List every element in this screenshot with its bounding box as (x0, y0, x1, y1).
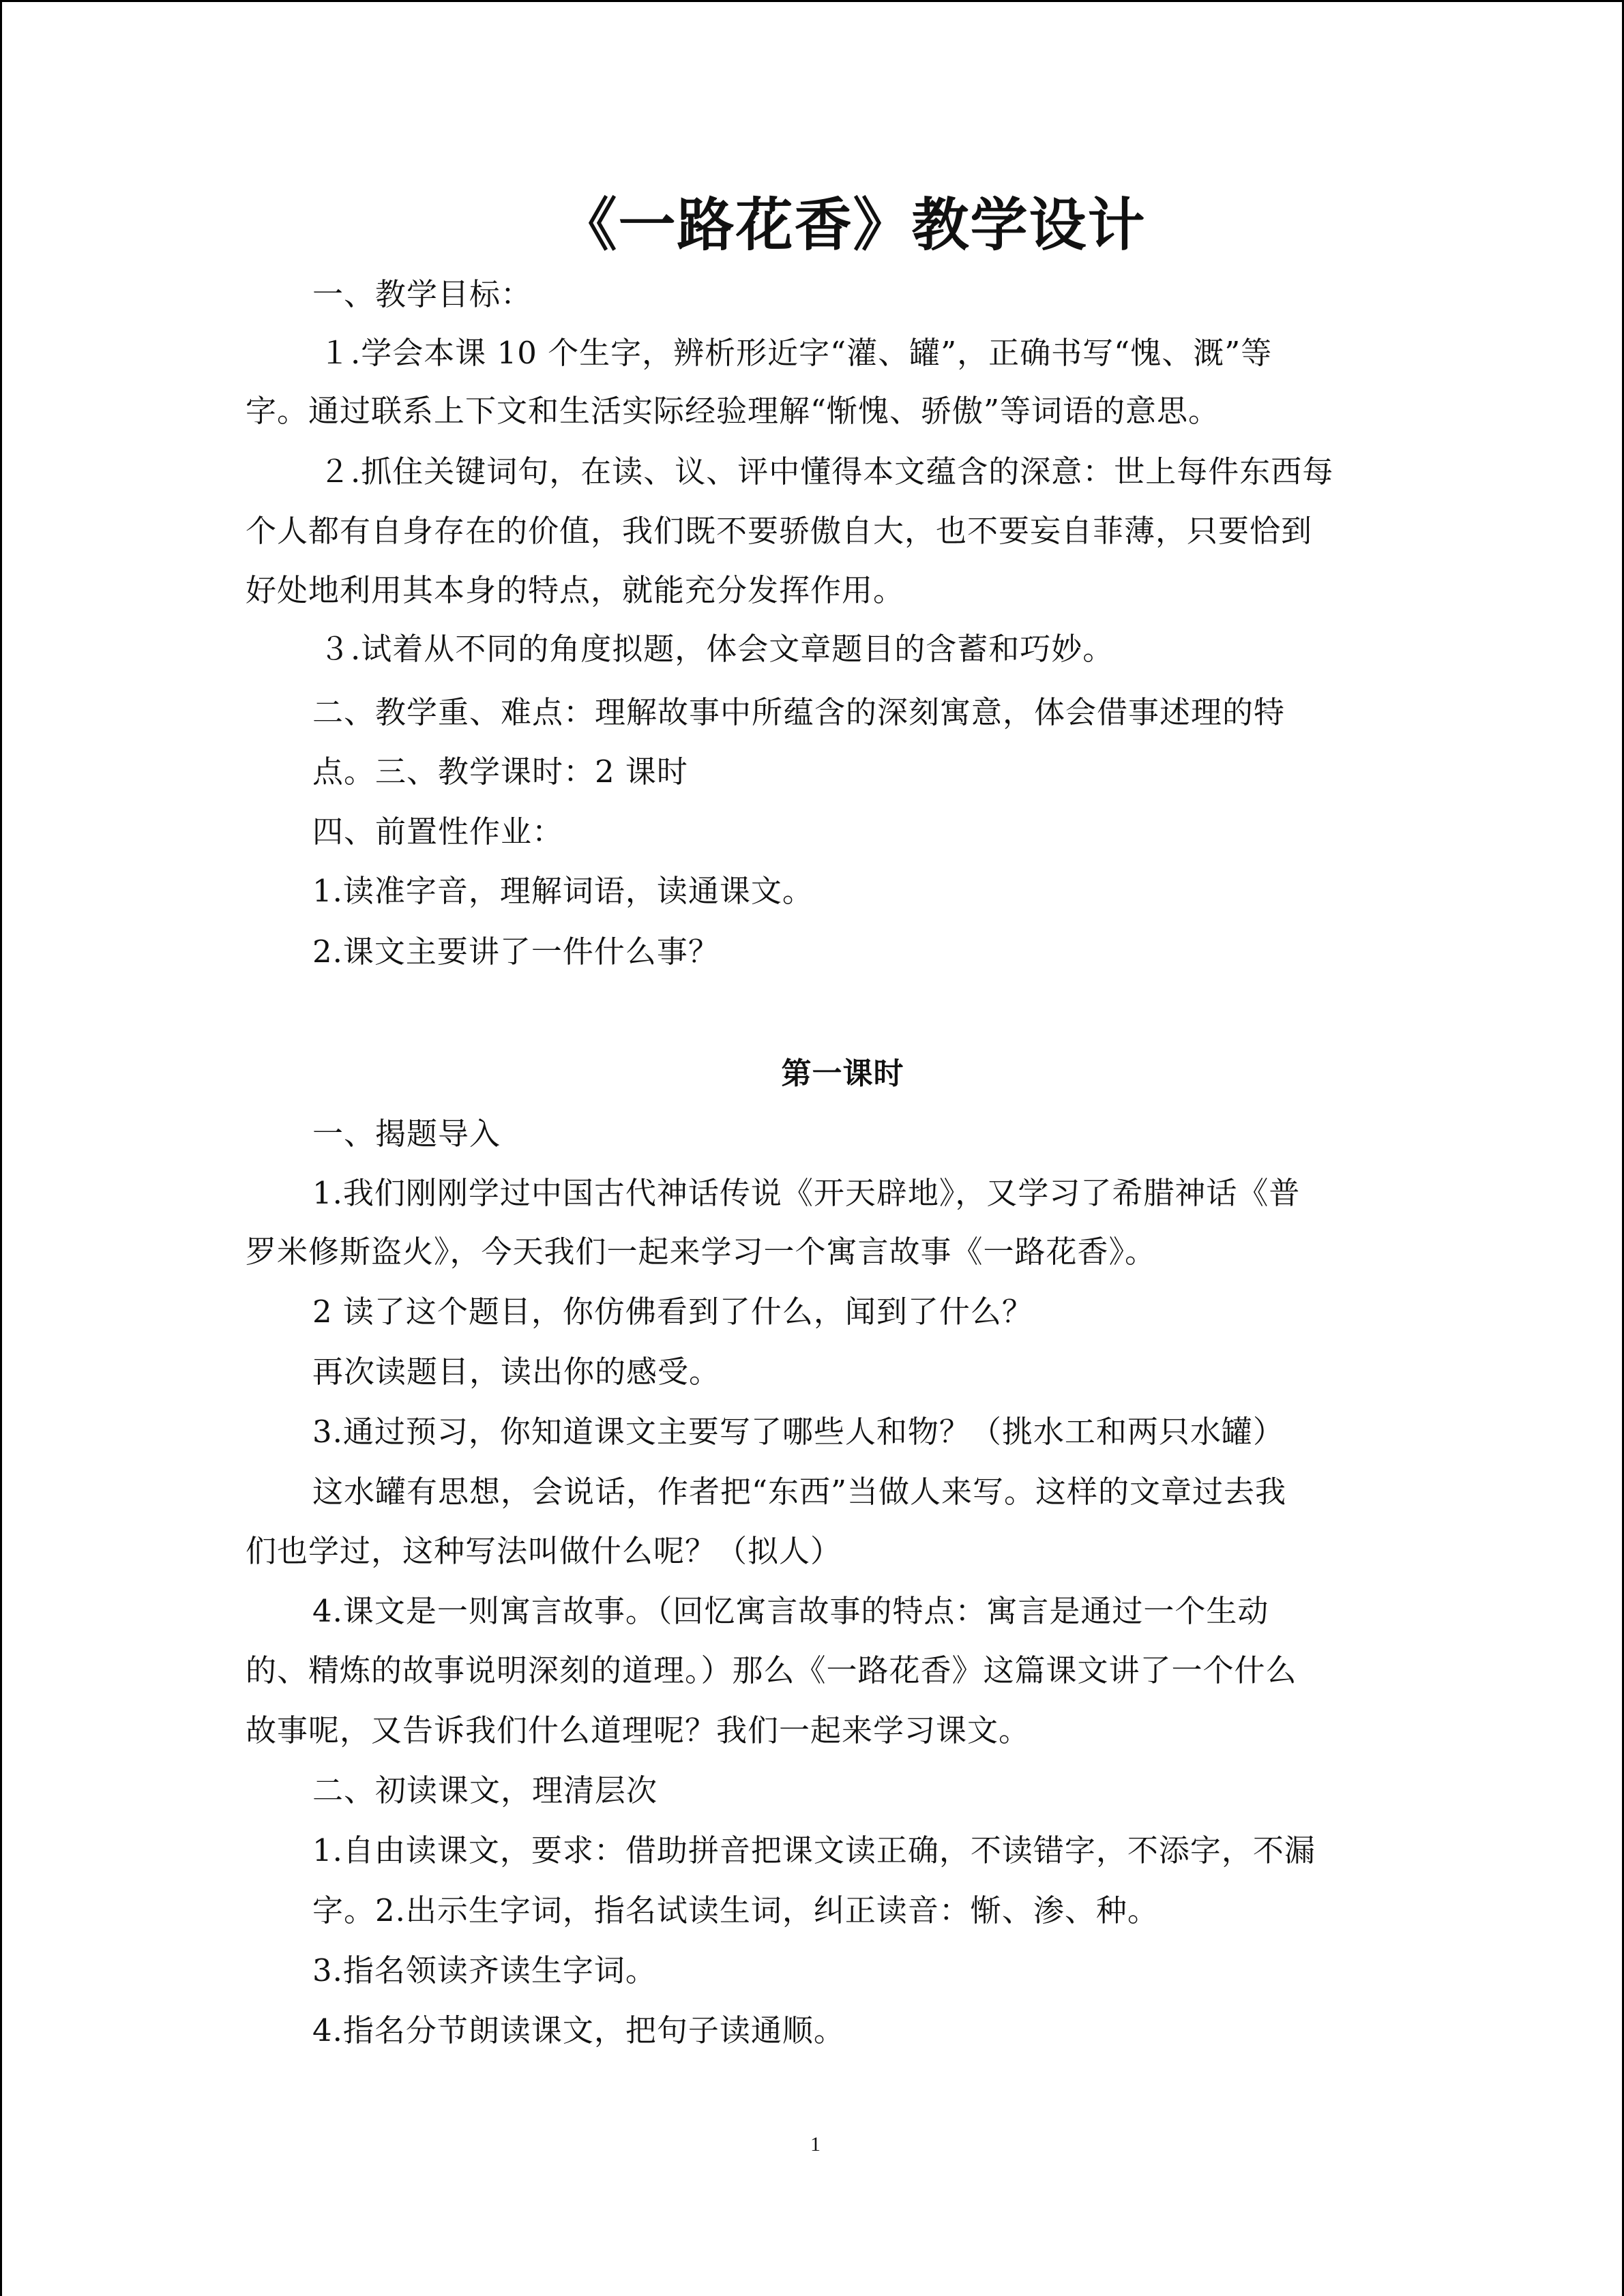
list-item: 2.课文主要讲了一件什么事？ (312, 934, 720, 970)
paragraph-line: 再次读题目，读出你的感受。 (312, 1354, 721, 1390)
paragraph-line: 3.通过预习，你知道课文主要写了哪些人和物？（挑水工和两只水罐） (312, 1414, 1284, 1450)
lesson-heading: 第一课时 (781, 1056, 904, 1091)
paragraph-line: 点。三、教学课时：2 课时 (312, 754, 688, 790)
paragraph-line: 们也学过，这种写法叫做什么呢？（拟人） (246, 1533, 842, 1569)
section-heading-intro: 一、揭题导入 (312, 1116, 501, 1152)
paragraph-line: ２.抓住关键词句，在读、议、评中懂得本文蕴含的深意：世上每件东西每 (319, 453, 1334, 490)
list-item: 1.读准字音，理解词语，读通课文。 (312, 873, 814, 909)
paragraph-line: 个人都有自身存在的价值，我们既不要骄傲自大，也不要妄自菲薄，只要恰到 (246, 513, 1313, 549)
section-heading-first-reading: 二、初读课文，理清层次 (312, 1772, 658, 1808)
paragraph-line: 字。2.出示生字词，指名试读生词，纠正读音：惭、渗、种。 (312, 1892, 1159, 1928)
paragraph-line: 故事呢，又告诉我们什么道理呢？我们一起来学习课文。 (246, 1712, 1031, 1748)
paragraph-line: 字。通过联系上下文和生活实际经验理解“惭愧、骄傲”等词语的意思。 (246, 393, 1220, 429)
paragraph-line: 罗米修斯盗火》，今天我们一起来学习一个寓言故事《一路花香》。 (246, 1234, 1157, 1270)
paragraph-line: 4.课文是一则寓言故事。（回忆寓言故事的特点：寓言是通过一个生动 (312, 1593, 1269, 1629)
paragraph-line: 的、精炼的故事说明深刻的道理。）那么《一路花香》这篇课文讲了一个什么 (246, 1652, 1297, 1688)
section-heading-homework: 四、前置性作业： (312, 814, 564, 850)
paragraph-line: 1.自由读课文，要求：借助拼音把课文读正确，不读错字，不添字，不漏 (312, 1832, 1316, 1868)
paragraph-line: ３.试着从不同的角度拟题，体会文章题目的含蓄和巧妙。 (319, 631, 1114, 667)
paragraph-line: １.学会本课 10 个生字，辨析形近字“灌、罐”，正确书写“愧、溉”等 (319, 335, 1273, 371)
section-heading-key-points: 二、教学重、难点：理解故事中所蕴含的深刻寓意，体会借事述理的特 (312, 694, 1286, 730)
document-title: 《一路花香》教学设计 (559, 191, 1147, 258)
paragraph-line: 3.指名领读齐读生字词。 (312, 1952, 657, 1988)
paragraph-line: 这水罐有思想，会说话，作者把“东西”当做人来写。这样的文章过去我 (312, 1474, 1287, 1510)
paragraph-line: 4.指名分节朗读课文，把句子读通顺。 (312, 2012, 845, 2048)
paragraph-line: 1.我们刚刚学过中国古代神话传说《开天辟地》，又学习了希腊神话《普 (312, 1175, 1301, 1211)
page-number: 1 (810, 2133, 821, 2156)
section-heading-objectives: 一、教学目标： (312, 276, 533, 312)
paragraph-line: 好处地利用其本身的特点，就能充分发挥作用。 (246, 572, 905, 608)
paragraph-line: 2 读了这个题目，你仿佛看到了什么，闻到了什么？ (312, 1294, 1033, 1330)
